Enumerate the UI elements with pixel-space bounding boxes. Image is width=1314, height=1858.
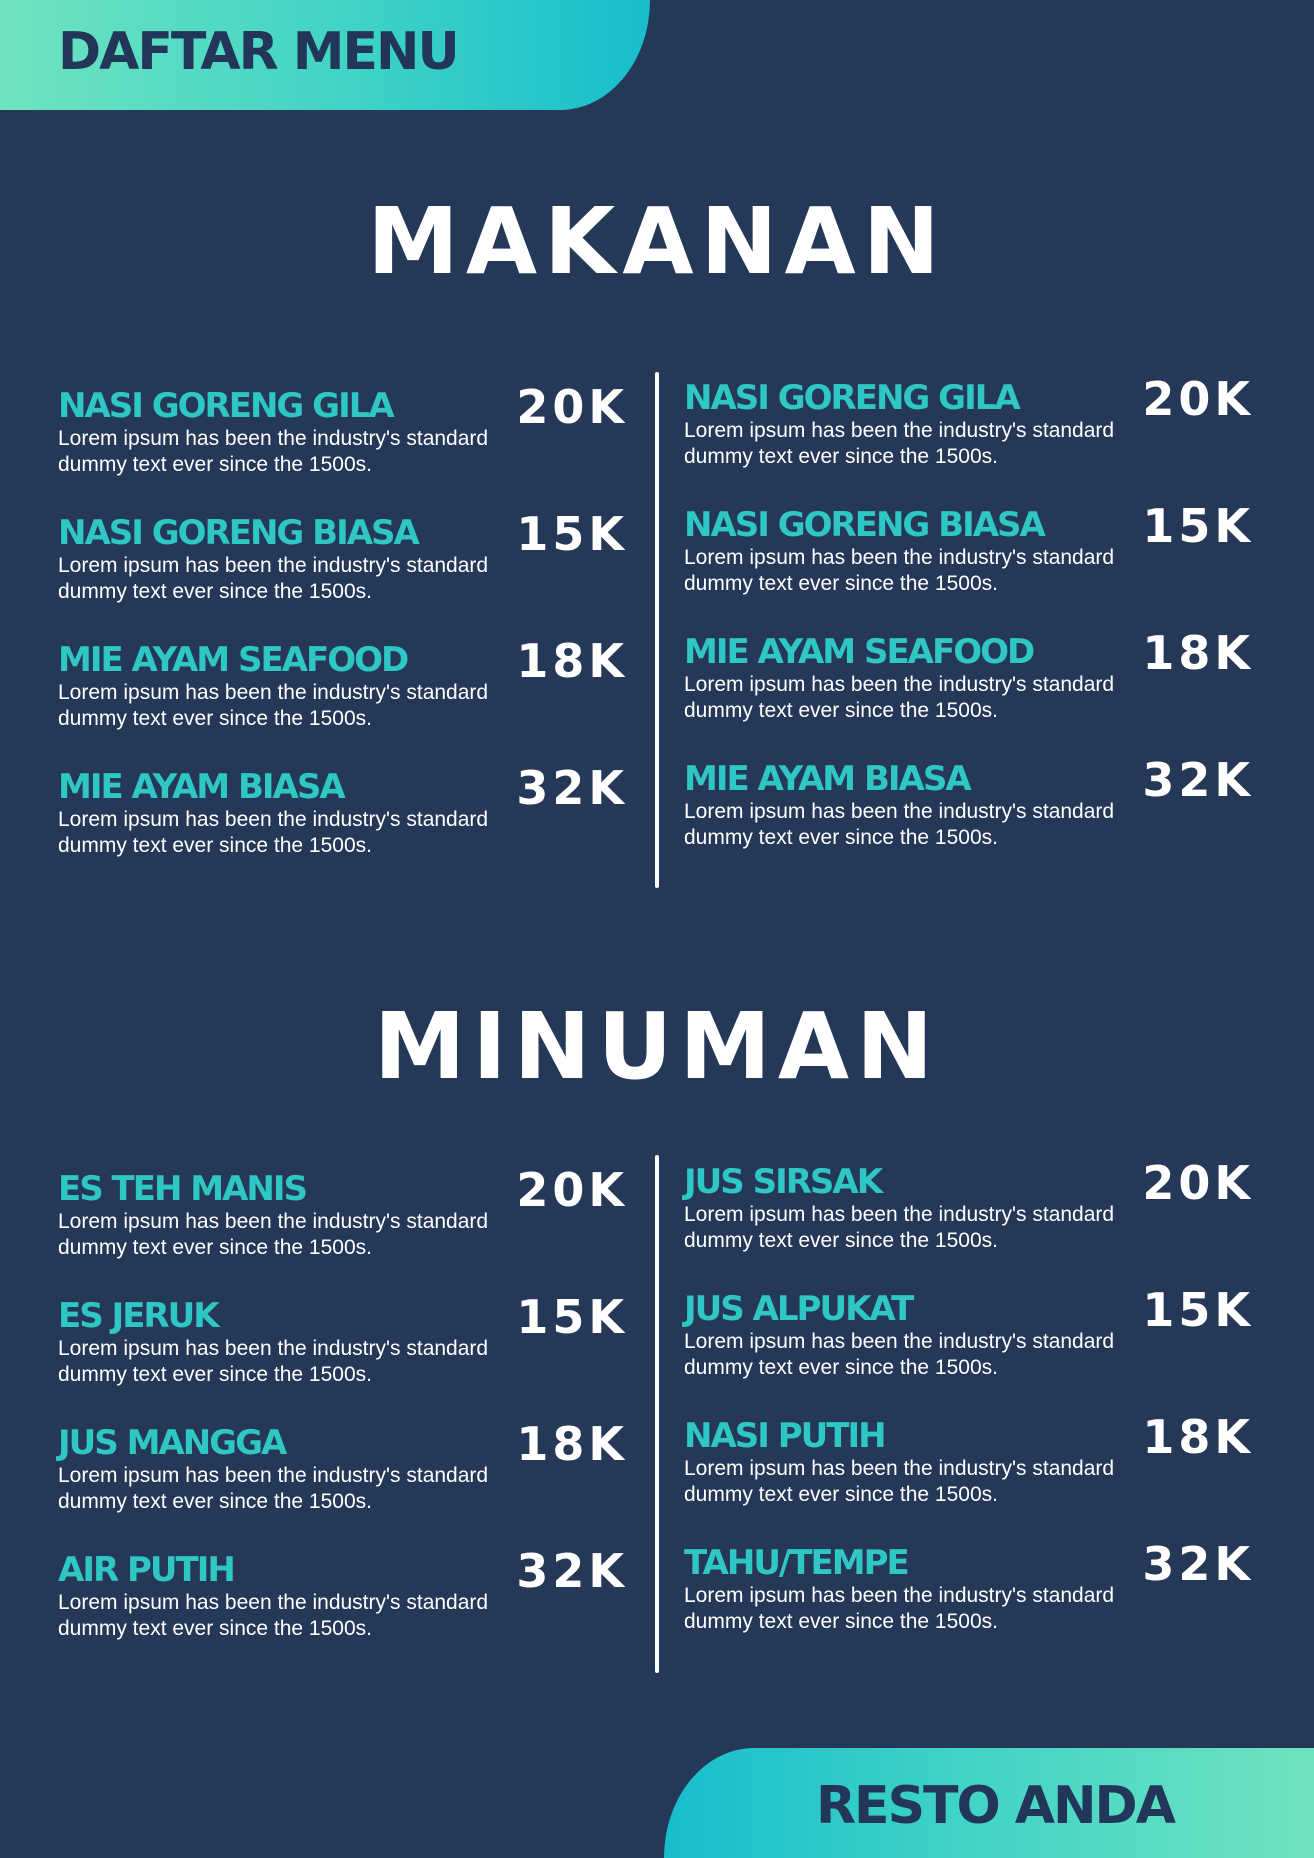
- menu-item: [684, 1283, 1254, 1399]
- item-description: Lorem ipsum has been the industry's standard dummy text ever since the 1500s.: [684, 546, 1115, 595]
- section-title-makanan: MAKANAN: [367, 188, 947, 295]
- item-name: NASI GORENG BIASA: [58, 513, 418, 553]
- restaurant-name: RESTO ANDA: [816, 1776, 1174, 1836]
- item-name: NASI GORENG BIASA: [684, 505, 1044, 545]
- item-description: Lorem ipsum has been the industry's standard dummy text ever since the 1500s.: [684, 419, 1115, 468]
- item-description: Lorem ipsum has been the industry's standard dummy text ever since the 1500s.: [684, 1457, 1115, 1506]
- item-name: JUS SIRSAK: [684, 1162, 882, 1202]
- item-description: Lorem ipsum has been the industry's standard dummy text ever since the 1500s.: [58, 1210, 489, 1259]
- menu-item: [58, 634, 628, 750]
- menu-item: [684, 626, 1254, 742]
- menu-item: [58, 1290, 628, 1406]
- item-name: AIR PUTIH: [58, 1550, 234, 1590]
- menu-item: [58, 380, 628, 496]
- menu-item: [58, 507, 628, 623]
- item-description: Lorem ipsum has been the industry's standard dummy text ever since the 1500s.: [58, 681, 489, 730]
- item-name: MIE AYAM SEAFOOD: [684, 632, 1034, 672]
- item-price: 32K: [516, 1544, 628, 1598]
- item-description: Lorem ipsum has been the industry's standard dummy text ever since the 1500s.: [58, 808, 489, 857]
- section-title-minuman: MINUMAN: [373, 993, 941, 1100]
- item-price: 20K: [516, 380, 628, 434]
- item-description: Lorem ipsum has been the industry's standard dummy text ever since the 1500s.: [58, 427, 489, 476]
- item-price: 18K: [516, 1417, 628, 1471]
- item-price: 32K: [516, 761, 628, 815]
- item-price: 18K: [516, 634, 628, 688]
- item-price: 15K: [516, 507, 628, 561]
- item-price: 32K: [1142, 1537, 1254, 1591]
- menu-item: [684, 1156, 1254, 1272]
- item-description: Lorem ipsum has been the industry's standard dummy text ever since the 1500s.: [684, 1584, 1115, 1633]
- item-price: 20K: [1142, 372, 1254, 426]
- menu-item: [684, 372, 1254, 488]
- item-name: JUS ALPUKAT: [684, 1289, 913, 1329]
- item-name: MIE AYAM BIASA: [58, 767, 344, 807]
- item-name: NASI GORENG GILA: [684, 378, 1019, 418]
- menu-item: [684, 1537, 1254, 1653]
- menu-item: [684, 753, 1254, 869]
- item-price: 15K: [1142, 1283, 1254, 1337]
- item-description: Lorem ipsum has been the industry's standard dummy text ever since the 1500s.: [684, 673, 1115, 722]
- menu-item: [58, 1163, 628, 1279]
- item-description: Lorem ipsum has been the industry's standard dummy text ever since the 1500s.: [58, 1591, 489, 1640]
- menu-item: [58, 1544, 628, 1660]
- item-description: Lorem ipsum has been the industry's standard dummy text ever since the 1500s.: [684, 1330, 1115, 1379]
- item-name: MIE AYAM BIASA: [684, 759, 970, 799]
- header-banner: [0, 0, 650, 110]
- item-price: 20K: [1142, 1156, 1254, 1210]
- menu-title: DAFTAR MENU: [58, 22, 458, 82]
- item-name: ES TEH MANIS: [58, 1169, 306, 1209]
- item-price: 15K: [1142, 499, 1254, 553]
- menu-item: [58, 761, 628, 877]
- item-name: TAHU/TEMPE: [684, 1543, 908, 1583]
- menu-item: [58, 1417, 628, 1533]
- item-description: Lorem ipsum has been the industry's standard dummy text ever since the 1500s.: [58, 1464, 489, 1513]
- column-divider: [655, 1155, 659, 1673]
- item-price: 32K: [1142, 753, 1254, 807]
- item-price: 18K: [1142, 626, 1254, 680]
- item-name: JUS MANGGA: [58, 1423, 286, 1463]
- item-description: Lorem ipsum has been the industry's standard dummy text ever since the 1500s.: [684, 800, 1115, 849]
- item-price: 18K: [1142, 1410, 1254, 1464]
- footer-banner: [664, 1748, 1314, 1858]
- item-name: NASI PUTIH: [684, 1416, 885, 1456]
- column-divider: [655, 372, 659, 888]
- item-description: Lorem ipsum has been the industry's standard dummy text ever since the 1500s.: [58, 554, 489, 603]
- item-description: Lorem ipsum has been the industry's standard dummy text ever since the 1500s.: [58, 1337, 489, 1386]
- item-name: ES JERUK: [58, 1296, 218, 1336]
- item-description: Lorem ipsum has been the industry's standard dummy text ever since the 1500s.: [684, 1203, 1115, 1252]
- item-name: MIE AYAM SEAFOOD: [58, 640, 408, 680]
- item-name: NASI GORENG GILA: [58, 386, 393, 426]
- item-price: 15K: [516, 1290, 628, 1344]
- menu-item: [684, 1410, 1254, 1526]
- menu-item: [684, 499, 1254, 615]
- item-price: 20K: [516, 1163, 628, 1217]
